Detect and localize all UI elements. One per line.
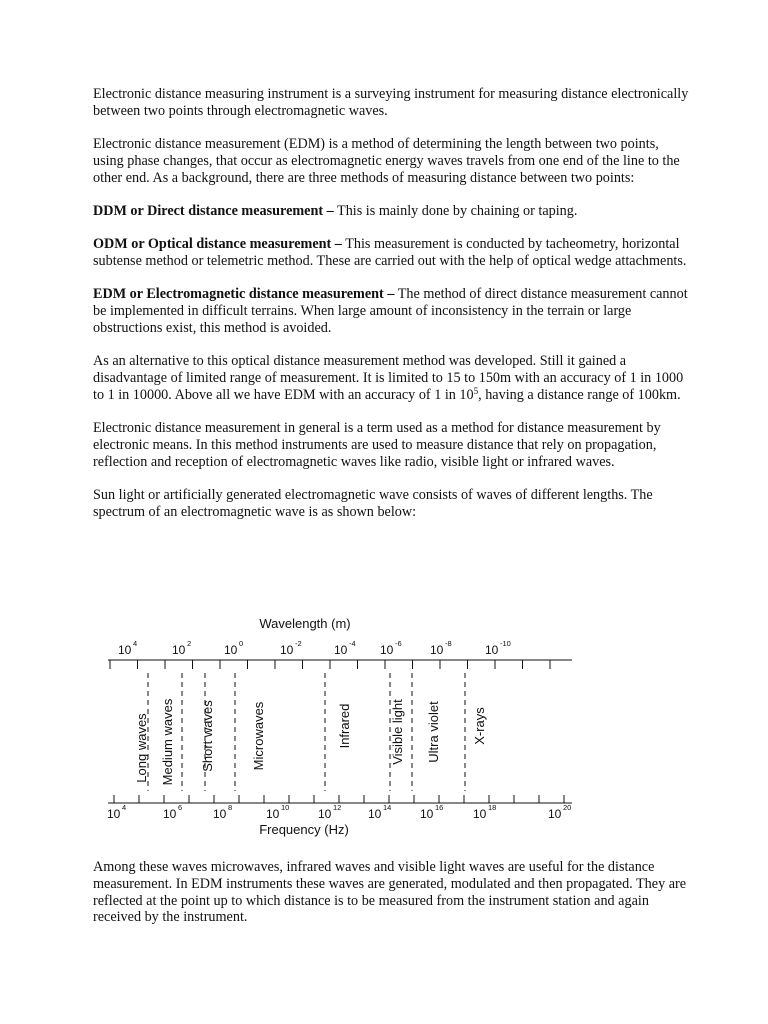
frequency-tick-label: 10 — [368, 807, 382, 821]
frequency-tick-exponent: 12 — [333, 803, 342, 812]
frequency-tick-exponent: 16 — [435, 803, 444, 812]
frequency-tick-exponent: 20 — [563, 803, 572, 812]
spectrum-figure — [100, 608, 580, 846]
band-dividers — [148, 673, 465, 791]
wavelength-tick-exponent: 4 — [133, 639, 138, 648]
frequency-tick-exponent: 8 — [228, 803, 233, 812]
paragraph-intro: Electronic distance measuring instrument is a surveying instrument for measuring distance electronically between two points through electromagnetic waves. — [93, 86, 689, 119]
frequency-tick-label: 10 — [420, 807, 434, 821]
wavelength-tick-exponent: -10 — [500, 639, 511, 648]
wavelength-tick-label: 10 — [224, 643, 238, 657]
band-label: Medium waves — [160, 698, 175, 786]
wavelength-tick-label: 10 — [280, 643, 294, 657]
band-labels — [134, 698, 487, 785]
ddm-text: This is mainly done by chaining or taping. — [333, 202, 578, 219]
accuracy-text-b: , having a distance range of 100km. — [478, 386, 681, 403]
paragraph-spectrum-intro: Sun light or artificially generated electromagnetic wave consists of waves of different lengths. The spectrum of an electromagnetic wave is as shown below: — [93, 487, 653, 520]
frequency-tick-label: 10 — [107, 807, 121, 821]
paragraph-edm-general: Electronic distance measurement in general is a term used as a method for distance measurement by electronic means. In this method instruments are used to measure distance that rely on propagation, reflection and reception of electromagnetic waves like radio, visible light or infrared waves. — [93, 420, 661, 470]
paragraph-edm — [93, 286, 693, 336]
paragraph-ddm — [93, 203, 693, 220]
ddm-term: DDM or Direct distance measurement – — [93, 202, 334, 219]
wavelength-tick-exponent: -2 — [295, 639, 302, 648]
band-label: Visible light — [390, 699, 405, 765]
frequency-tick-exponent: 6 — [178, 803, 183, 812]
paragraph-odm — [93, 236, 693, 270]
band-label: Ultra violet — [426, 701, 441, 763]
paragraph-useful-waves: Among these waves microwaves, infrared waves and visible light waves are useful for the distance measurement. In EDM instruments these waves are generated, modulated and then propagated. They are reflected at the point up to which distance is to be measured from the instrument station and again received by the instrument. — [93, 859, 687, 926]
wavelength-tick-label: 10 — [172, 643, 186, 657]
frequency-tick-label: 10 — [473, 807, 487, 821]
frequency-tick-label: 10 — [163, 807, 177, 821]
odm-text: This measurement is conducted by tacheometry, horizontal subtense method or telemetric method. These are carried out with the help of optical wedge attachments. — [93, 236, 687, 270]
odm-term: ODM or Optical distance measurement – — [93, 236, 342, 253]
wavelength-tick-exponent: -4 — [349, 639, 356, 648]
frequency-tick-label: 10 — [213, 807, 227, 821]
band-label: Infrared — [337, 703, 352, 749]
frequency-tick-exponent: 18 — [488, 803, 497, 812]
frequency-tick-exponent: 14 — [383, 803, 392, 812]
wavelength-tick-label: 10 — [380, 643, 394, 657]
paragraph-accuracy — [93, 353, 693, 403]
spectrum-diagram — [100, 608, 580, 846]
accuracy-exponent: 5 — [473, 385, 479, 396]
band-label: X-rays — [472, 707, 487, 745]
wavelength-tick-exponent: -6 — [395, 639, 402, 648]
frequency-tick-label: 10 — [318, 807, 332, 821]
wavelength-tick-label: 10 — [485, 643, 499, 657]
frequency-tick-exponent: 4 — [122, 803, 127, 812]
accuracy-text-a: As an alternative to this optical distance measurement method was developed. Still it gained a disadvantage of limited range of measurement. It is limited to 15 to 150m with an accuracy of 1 in 1000 to 1 in 10000. Above all we have EDM with an accuracy of 1 in 10 — [93, 353, 684, 403]
edm-term: EDM or Electromagnetic distance measurement – — [93, 286, 395, 303]
band-label: Long waves — [134, 713, 149, 783]
wavelength-tick-label: 10 — [118, 643, 132, 657]
wavelength-tick-label: 10 — [430, 643, 444, 657]
frequency-title: Frequency (Hz) — [259, 822, 349, 837]
document-closing — [93, 859, 693, 943]
frequency-tick-label: 10 — [548, 807, 562, 821]
frequency-tick-exponent: 10 — [281, 803, 290, 812]
band-label: Microwaves — [251, 701, 266, 771]
wavelength-tick-exponent: 0 — [239, 639, 244, 648]
band-label: Short waves — [200, 700, 215, 772]
frequency-tick-label: 10 — [266, 807, 280, 821]
wavelength-title: Wavelength (m) — [259, 616, 351, 631]
wavelength-tick-label: 10 — [334, 643, 348, 657]
document-body — [93, 86, 693, 537]
wavelength-tick-exponent: 2 — [187, 639, 192, 648]
wavelength-tick-exponent: -8 — [445, 639, 452, 648]
edm-text: The method of direct distance measurement cannot be implemented in difficult terrains. When large amount of inconsistency in the terrain or large obstructions exist, this method is avoided. — [93, 286, 688, 336]
paragraph-edm-definition: Electronic distance measurement (EDM) is a method of determining the length between two points, using phase changes, that occur as electromagnetic energy waves travels from one end of the line to the other end. As a background, there are three methods of measuring distance between two points: — [93, 136, 680, 186]
